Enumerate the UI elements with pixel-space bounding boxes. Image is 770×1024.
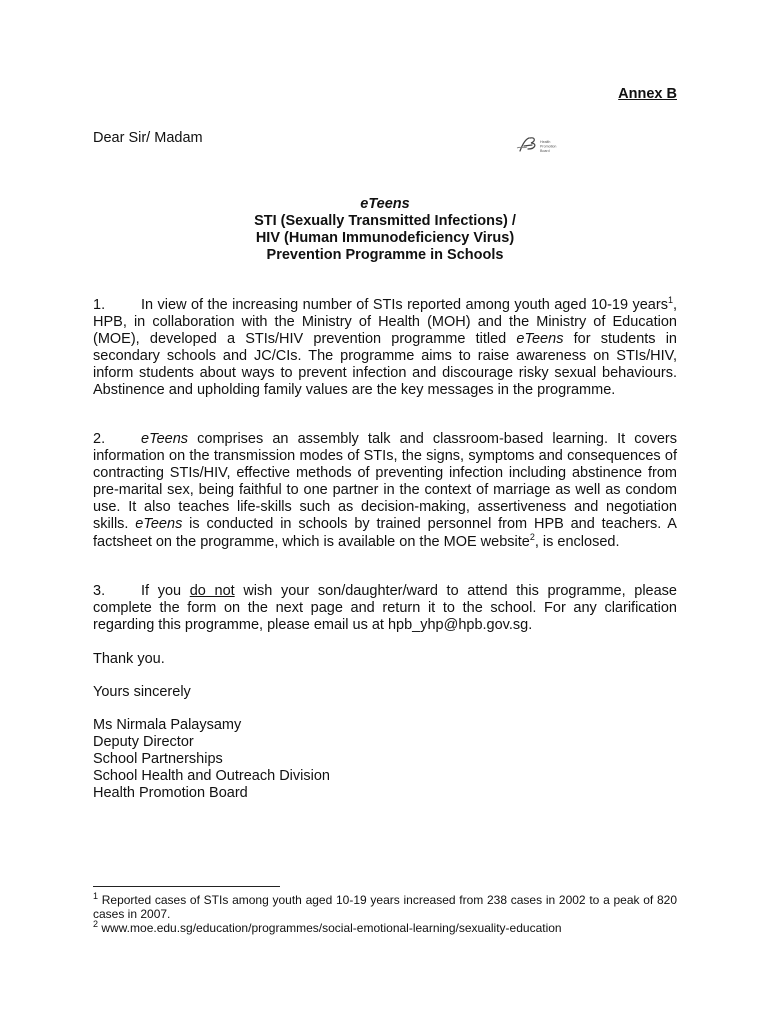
paragraph-3 <box>93 583 677 634</box>
paragraph-number: 3. <box>93 583 106 599</box>
programme-name: eTeens <box>516 331 564 348</box>
footnotes <box>93 893 677 936</box>
paragraph-text: comprises an assembly talk and classroom-based learning. It covers information on the transmission modes of STIs, the signs, symptoms and consequences of contracting STIs/HIV, effective methods of preventing infection including abstinence from pre-marital sex, being faithful to one partner in the context of marriage as well as condom use. It also teaches life-skills such as decision-making, assertiveness and negotiation skills. <box>93 431 677 533</box>
footnote-ref: 1 <box>667 295 673 306</box>
footnote-1 <box>93 893 677 921</box>
title-line: STI (Sexually Transmitted Infections) / <box>254 213 516 229</box>
signature-block <box>93 717 330 802</box>
paragraph-text: If you <box>141 583 190 599</box>
paragraph-text: for students in secondary schools and JC/CIs. The programme aims to raise awareness on STIs/HIV, inform students about ways to prevent infection and discourage risky sexual behaviours. Abstinence and upholding family values are the key messages in the programme. <box>93 331 677 399</box>
annex-label: Annex B <box>618 86 677 102</box>
paragraph-text: wish your son/daughter/ward to attend this programme, please complete the form on the next page and return it to the school. For any clarification regarding this programme, please email us at hpb_yhp@hpb.gov.sg. <box>93 583 677 634</box>
paragraph-2 <box>93 431 677 551</box>
paragraph-text: , is enclosed. <box>534 533 620 550</box>
emphasis-do-not: do not <box>189 583 235 599</box>
signatory-department: School Partnerships <box>93 751 223 767</box>
paragraph-number: 1. <box>93 297 106 313</box>
paragraph-1 <box>93 297 677 400</box>
footnote-text: Reported cases of STIs among youth aged 10-19 years increased from 238 cases in 2002 to a peak of 820 cases in 2007. <box>93 893 677 922</box>
svg-text:Health: Health <box>540 140 551 144</box>
salutation: Dear Sir/ Madam <box>93 130 203 146</box>
signatory-organisation: Health Promotion Board <box>93 785 248 801</box>
thanks-line: Thank you. <box>93 651 165 667</box>
footnote-ref: 2 <box>529 531 535 542</box>
footnote-text: www.moe.edu.sg/education/programmes/social-emotional-learning/sexuality-education <box>98 921 562 936</box>
signatory-title: Deputy Director <box>93 734 194 750</box>
document-title <box>93 196 677 264</box>
svg-text:Board: Board <box>540 149 550 153</box>
footnote-mark: 1 <box>93 891 99 901</box>
title-line: eTeens <box>360 196 410 212</box>
footnote-mark: 2 <box>93 919 99 930</box>
programme-name: eTeens <box>141 431 189 447</box>
paragraph-number: 2. <box>93 431 106 447</box>
svg-text:Promotion: Promotion <box>540 144 557 149</box>
paragraph-text: In view of the increasing number of STIs reported among youth aged 10-19 years <box>141 297 668 313</box>
hpb-logo-icon <box>514 134 594 156</box>
paragraph-text: is conducted in schools by trained personnel from HPB and teachers. A factsheet on the programme, which is available on the MOE website <box>93 516 677 550</box>
programme-name: eTeens <box>135 516 183 533</box>
footnote-divider <box>93 886 280 887</box>
signatory-name: Ms Nirmala Palaysamy <box>93 717 242 733</box>
signatory-division: School Health and Outreach Division <box>93 768 330 784</box>
paragraph-text: , HPB, in collaboration with the Ministry of Health (MOH) and the Ministry of Education (MOE), developed a STIs/HIV prevention programme titled <box>93 297 677 348</box>
closing-line: Yours sincerely <box>93 684 191 700</box>
footnote-2 <box>93 921 677 935</box>
title-line: Prevention Programme in Schools <box>266 247 504 263</box>
title-line: HIV (Human Immunodeficiency Virus) <box>255 230 515 246</box>
